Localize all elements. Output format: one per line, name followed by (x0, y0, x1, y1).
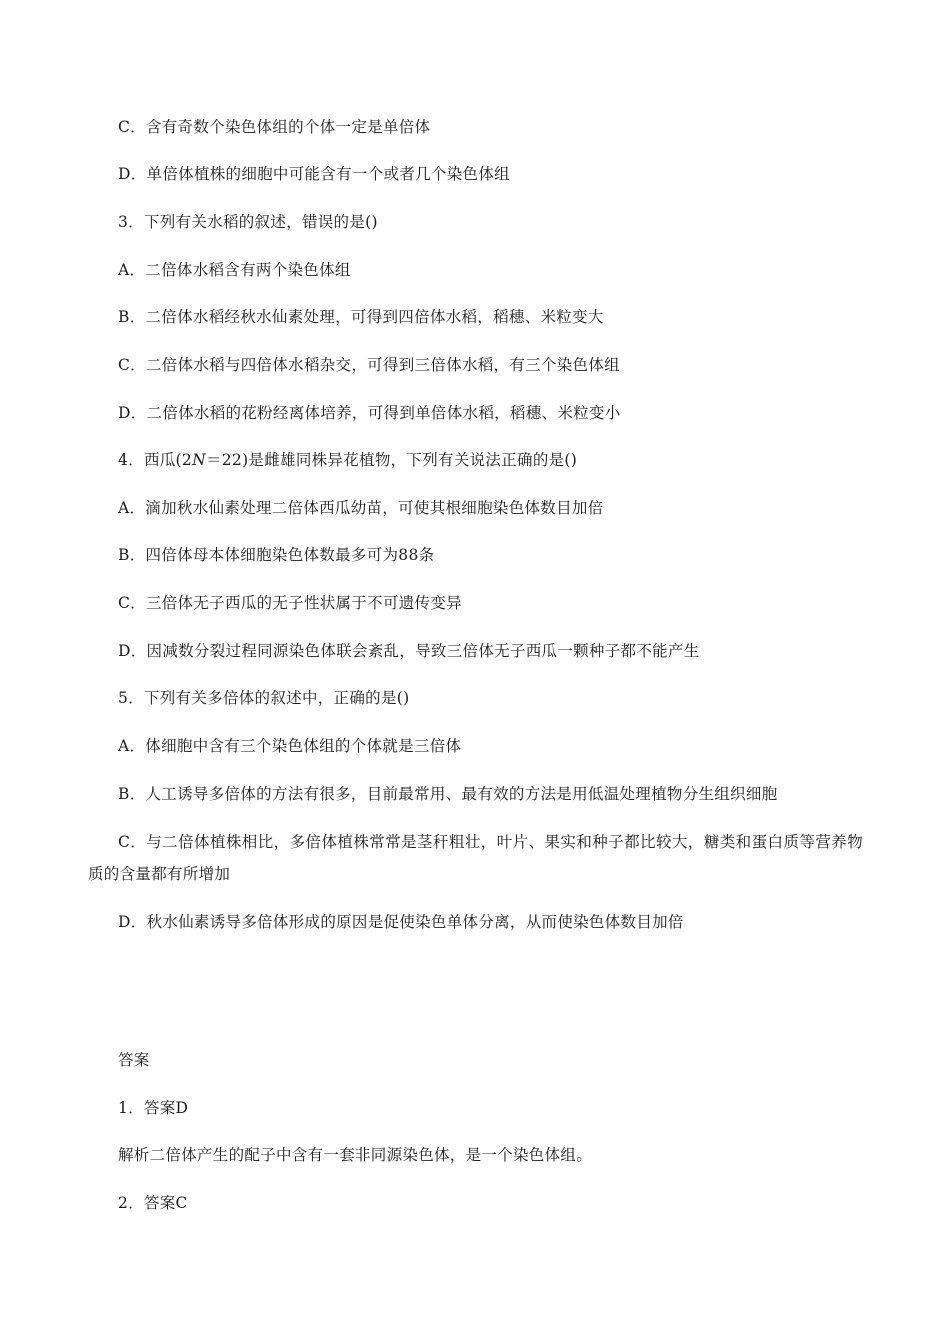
option-3b: B．二倍体水稻经秋水仙素处理，可得到四倍体水稻，稻穗、米粒变大 (118, 308, 604, 326)
answer-1-explanation: 解析二倍体产生的配子中含有一套非同源染色体，是一个染色体组。 (118, 1146, 593, 1164)
option-4a: A．滴加秋水仙素处理二倍体西瓜幼苗，可使其根细胞染色体数目加倍 (118, 499, 604, 517)
option-5c: C．与二倍体植株相比，多倍体植株常常是茎秆粗壮，叶片、果实和种子都比较大，糖类和蛋白质等营养物质的含量都有所增加 (88, 833, 863, 883)
option-3c: C．二倍体水稻与四倍体水稻杂交，可得到三倍体水稻，有三个染色体组 (118, 356, 620, 374)
answer-2: 2．答案C (118, 1194, 188, 1212)
question-5: 5．下列有关多倍体的叙述中，正确的是() (118, 689, 410, 707)
option-3a: A．二倍体水稻含有两个染色体组 (118, 261, 351, 279)
option-2d: D．单倍体植株的细胞中可能含有一个或者几个染色体组 (118, 165, 510, 183)
answer-1: 1．答案D (118, 1099, 189, 1117)
option-5b: B．人工诱导多倍体的方法有很多，目前最常用、最有效的方法是用低温处理植物分生组织细胞 (118, 785, 778, 803)
option-5a: A．体细胞中含有三个染色体组的个体就是三倍体 (118, 737, 462, 755)
option-3d: D．二倍体水稻的花粉经离体培养，可得到单倍体水稻，稻穗、米粒变小 (118, 404, 621, 422)
question-4 (118, 450, 577, 470)
option-5d: D．秋水仙素诱导多倍体形成的原因是促使染色单体分离，从而使染色体数目加倍 (118, 913, 684, 931)
option-4d: D．因减数分裂过程同源染色体联会紊乱，导致三倍体无子西瓜一颗种子都不能产生 (118, 642, 700, 660)
option-4b: B．四倍体母本体细胞染色体数最多可为88条 (118, 546, 435, 564)
question-4-variable: N (192, 451, 206, 469)
option-2c: C．含有奇数个染色体组的个体一定是单倍体 (118, 118, 431, 136)
option-4c: C．三倍体无子西瓜的无子性状属于不可遗传变异 (118, 594, 462, 612)
question-4-pre: 4．西瓜(2 (118, 451, 193, 469)
question-3: 3．下列有关水稻的叙述，错误的是() (118, 213, 378, 231)
answers-heading: 答案 (118, 1051, 150, 1069)
question-4-post: ＝22)是雌雄同株异花植物，下列有关说法正确的是() (205, 451, 578, 469)
